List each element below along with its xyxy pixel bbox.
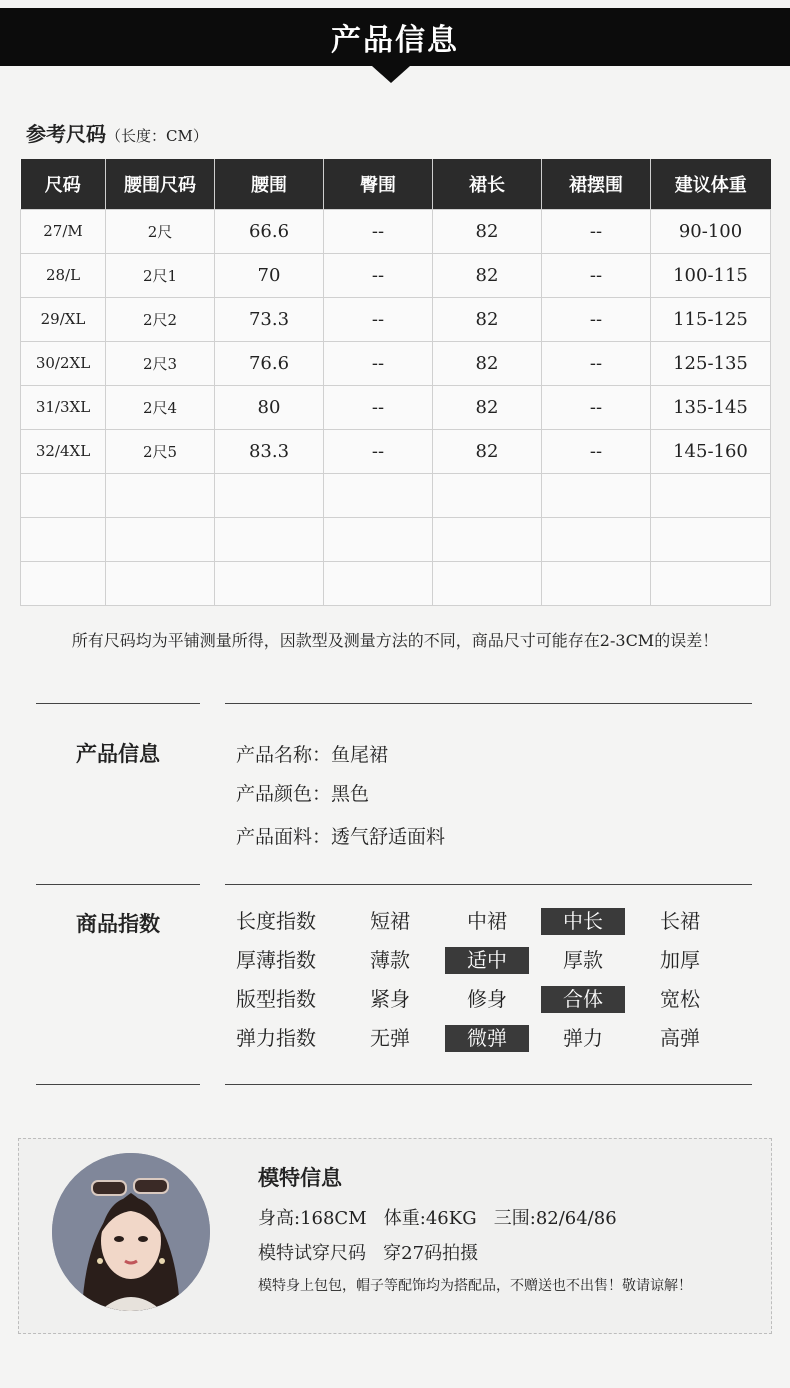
index-option: 短裙 [370, 909, 410, 933]
cell-weight: 125-135 [651, 341, 771, 385]
product-fabric: 产品面料：透气舒适面料 [236, 826, 446, 848]
table-row [21, 341, 771, 385]
divider [36, 703, 200, 704]
header-hem: 裙摆围 [542, 159, 651, 209]
cell-hem: -- [542, 429, 651, 473]
product-color: 产品颜色：黑色 [236, 783, 370, 805]
header-waist: 腰围 [215, 159, 324, 209]
table-row-empty [21, 517, 771, 561]
cell-length: 82 [433, 297, 542, 341]
section-banner [0, 8, 790, 66]
size-chart-heading: 参考尺码 [26, 122, 106, 146]
index-option: 中裙 [467, 909, 507, 933]
divider [225, 1084, 752, 1085]
cell-weight: 90-100 [651, 209, 771, 253]
table-row [21, 209, 771, 253]
cell-weight: 100-115 [651, 253, 771, 297]
cell-waist-size: 2尺4 [106, 385, 215, 429]
index-name: 长度指数 [236, 909, 316, 933]
cell-weight: 135-145 [651, 385, 771, 429]
cell-waist-size: 2尺2 [106, 297, 215, 341]
index-name: 厚薄指数 [236, 948, 316, 972]
cell-length: 82 [433, 253, 542, 297]
cell-waist: 83.3 [215, 429, 324, 473]
divider [36, 884, 200, 885]
cell-hem: -- [542, 209, 651, 253]
cell-waist: 66.6 [215, 209, 324, 253]
cell-waist: 80 [215, 385, 324, 429]
cell-hip: -- [324, 253, 433, 297]
header-hip: 臀围 [324, 159, 433, 209]
cell-weight: 115-125 [651, 297, 771, 341]
divider [36, 1084, 200, 1085]
cell-waist: 70 [215, 253, 324, 297]
cell-size: 32/4XL [21, 429, 106, 473]
cell-hip: -- [324, 297, 433, 341]
index-option: 长裙 [660, 909, 700, 933]
header-weight: 建议体重 [651, 159, 771, 209]
index-option-selected: 中长 [541, 908, 625, 935]
cell-hem: -- [542, 253, 651, 297]
cell-weight: 145-160 [651, 429, 771, 473]
indices-label: 商品指数 [76, 911, 160, 936]
size-chart-title [26, 118, 208, 147]
size-table [20, 159, 771, 606]
model-size: 模特试穿尺码 穿27码拍摄 [258, 1243, 479, 1264]
cell-hip: -- [324, 209, 433, 253]
header-waist-size: 腰围尺码 [106, 159, 215, 209]
banner-notch [372, 66, 410, 83]
cell-waist-size: 2尺 [106, 209, 215, 253]
index-option: 加厚 [660, 948, 700, 972]
product-name: 产品名称：鱼尾裙 [236, 744, 389, 766]
cell-waist-size: 2尺5 [106, 429, 215, 473]
index-option: 高弹 [660, 1026, 700, 1050]
size-chart-unit: （长度：CM） [106, 127, 208, 145]
cell-hip: -- [324, 429, 433, 473]
cell-size: 27/M [21, 209, 106, 253]
cell-waist-size: 2尺3 [106, 341, 215, 385]
table-row [21, 297, 771, 341]
divider [225, 703, 752, 704]
index-option-selected: 适中 [445, 947, 529, 974]
cell-size: 31/3XL [21, 385, 106, 429]
cell-hem: -- [542, 297, 651, 341]
cell-size: 28/L [21, 253, 106, 297]
model-stats: 身高:168CM 体重:46KG 三围:82/64/86 [258, 1208, 617, 1229]
index-option: 宽松 [660, 987, 700, 1011]
index-option: 修身 [467, 987, 507, 1011]
model-info-title: 模特信息 [258, 1165, 342, 1190]
model-avatar [52, 1153, 210, 1311]
table-row [21, 253, 771, 297]
banner-title: 产品信息 [331, 23, 459, 58]
measurement-note: 所有尺码均为平铺测量所得，因款型及测量方法的不同，商品尺寸可能存在2-3CM的误差！ [71, 631, 719, 650]
cell-waist: 73.3 [215, 297, 324, 341]
cell-length: 82 [433, 429, 542, 473]
table-row-empty [21, 561, 771, 605]
index-option-selected: 微弹 [445, 1025, 529, 1052]
cell-hem: -- [542, 341, 651, 385]
index-option: 厚款 [563, 948, 603, 972]
cell-hip: -- [324, 341, 433, 385]
index-name: 版型指数 [236, 987, 316, 1011]
table-row-empty [21, 473, 771, 517]
header-length: 裙长 [433, 159, 542, 209]
table-row [21, 385, 771, 429]
cell-hem: -- [542, 385, 651, 429]
cell-length: 82 [433, 385, 542, 429]
index-option: 无弹 [370, 1026, 410, 1050]
header-size: 尺码 [21, 159, 106, 209]
index-option: 薄款 [370, 948, 410, 972]
model-portrait-image [52, 1153, 210, 1311]
table-row [21, 429, 771, 473]
cell-hip: -- [324, 385, 433, 429]
cell-size: 30/2XL [21, 341, 106, 385]
cell-waist: 76.6 [215, 341, 324, 385]
cell-size: 29/XL [21, 297, 106, 341]
model-note: 模特身上包包，帽子等配饰均为搭配品，不赠送也不出售！敬请谅解！ [258, 1278, 692, 1294]
index-option: 弹力 [563, 1026, 603, 1050]
cell-waist-size: 2尺1 [106, 253, 215, 297]
product-info-label: 产品信息 [76, 741, 160, 766]
index-name: 弹力指数 [236, 1026, 316, 1050]
size-table-header [21, 159, 771, 209]
index-option: 紧身 [370, 987, 410, 1011]
cell-length: 82 [433, 209, 542, 253]
cell-length: 82 [433, 341, 542, 385]
divider [225, 884, 752, 885]
index-option-selected: 合体 [541, 986, 625, 1013]
